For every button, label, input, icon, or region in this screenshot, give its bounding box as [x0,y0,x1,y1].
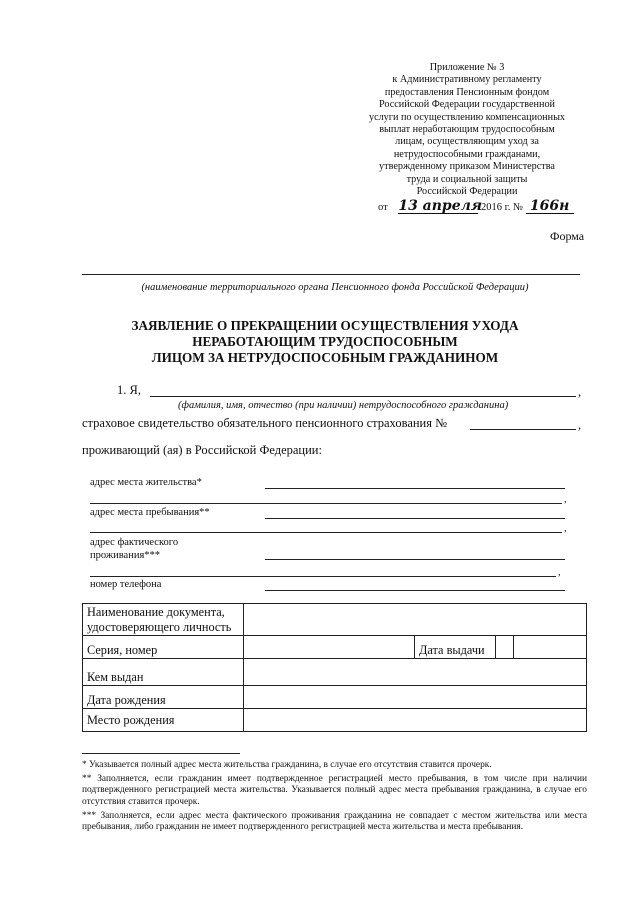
title-line: ЛИЦОМ ЗА НЕТРУДОСПОСОБНЫМ ГРАЖДАНИНОМ [151,350,499,365]
item1-prefix: 1. Я, [117,383,141,397]
doc-name-label-line: Наименование документа, [87,605,225,619]
footnote-separator [82,753,240,754]
stay-field-line-2[interactable] [90,532,562,533]
appendix-line: Приложение № 3 [429,62,505,73]
table-row [83,709,587,732]
stay-label: адрес места пребывания** [90,507,210,518]
snils-field-line[interactable] [470,429,576,430]
appendix-line: нетрудоспособными гражданами, [393,148,541,160]
appendix-line: утвержденному приказом Министерства [379,161,555,173]
order-date-handwritten: 13 апреля [398,198,483,214]
form-label: Форма [550,229,585,243]
appendix-line: Российской Федерации [416,186,518,198]
footnote-1: * Указывается полный адрес места жительства гражданина, в случае его отсутствия ставится прочерк. [82,760,492,770]
name-field-line[interactable] [150,396,576,397]
snils-label: страховое свидетельство обязательного пенсионного страхования № [82,416,448,430]
phone-label: номер телефона [90,579,162,590]
birth-place-cell[interactable] [244,709,587,732]
actual-address-label-line: проживания*** [90,550,161,561]
comma: , [578,385,582,399]
actual-address-field-line[interactable] [265,559,565,560]
birth-date-cell[interactable] [244,686,587,709]
phone-field-line[interactable] [265,590,565,591]
table-row [83,636,587,659]
appendix-line: к Административному регламенту [392,74,542,86]
actual-address-label [90,536,178,562]
appendix-line: труда и социальной защиты [406,173,528,185]
appendix-line: лицам, осуществляющим уход за [395,136,539,148]
table-row [83,659,587,686]
table-row [83,604,587,636]
birth-date-label: Дата рождения [83,686,244,709]
appendix-line: Российской Федерации государственной [378,99,556,111]
title-line: ЗАЯВЛЕНИЕ О ПРЕКРАЩЕНИИ ОСУЩЕСТВЛЕНИЯ УХОДА [131,318,519,333]
title-line: НЕРАБОТАЮЩИМ ТРУДОСПОСОБНЫМ [192,334,458,349]
series-cell[interactable] [244,636,415,659]
issue-date-label: Дата выдачи [415,636,496,659]
footnote-2: ** Заполняется, если гражданин имеет подтвержденное регистрацией место пребывания, в том числе при наличии подтвержденного регистрацией места жительства. Указывается полный адрес места пребывания гражданина, в случае его отсутствия ставится прочерк. [82,774,587,807]
actual-address-field-line-2[interactable] [90,576,556,577]
footnote-3: *** Заполняется, если адрес места фактического проживания гражданина не совпадает с местом жительства или места пребывания, либо гражданин не имеет подтвержденного регистрацией места жительства и места пребывания. [82,811,587,833]
org-name-line [82,274,580,275]
actual-address-label-line: адрес фактического [90,537,179,548]
comma: , [564,523,567,534]
table-row [83,686,587,709]
residence-field-line[interactable] [265,488,565,489]
org-caption: (наименование территориального органа Пенсионного фонда Российской Федерации) [141,282,529,293]
doc-name-label-line: удостоверяющего личность [87,620,232,634]
comma: , [558,567,561,578]
date-prefix: от [378,202,388,213]
birth-place-label: Место рождения [83,709,244,732]
series-label: Серия, номер [83,636,244,659]
appendix-line: выплат неработающим трудоспособным [379,124,555,136]
comma: , [578,418,582,432]
identity-document-table [82,603,587,732]
issued-by-label: Кем выдан [83,659,244,686]
appendix-line: услуги по осуществлению компенсационных [368,111,566,123]
order-date-line [378,200,598,214]
appendix-line: предоставления Пенсионным фондом [384,86,550,98]
comma: , [564,494,567,505]
doc-name-label [83,604,244,636]
residence-field-line-2[interactable] [90,503,562,504]
appendix-header [350,62,584,198]
stay-field-line[interactable] [265,518,565,519]
order-number-handwritten: 166н [526,200,574,214]
issued-by-cell[interactable] [244,659,587,686]
order-year: 2016 г. № [480,202,523,213]
residing-label: проживающий (ая) в Российской Федерации: [82,443,322,457]
name-caption: (фамилия, имя, отчество (при наличии) нетрудоспособного гражданина) [178,400,509,411]
issue-date-cell[interactable] [514,636,587,659]
doc-name-cell[interactable] [244,604,587,636]
issue-date-cell-narrow[interactable] [496,636,514,659]
document-title [100,318,550,366]
residence-label: адрес места жительства* [90,477,202,488]
